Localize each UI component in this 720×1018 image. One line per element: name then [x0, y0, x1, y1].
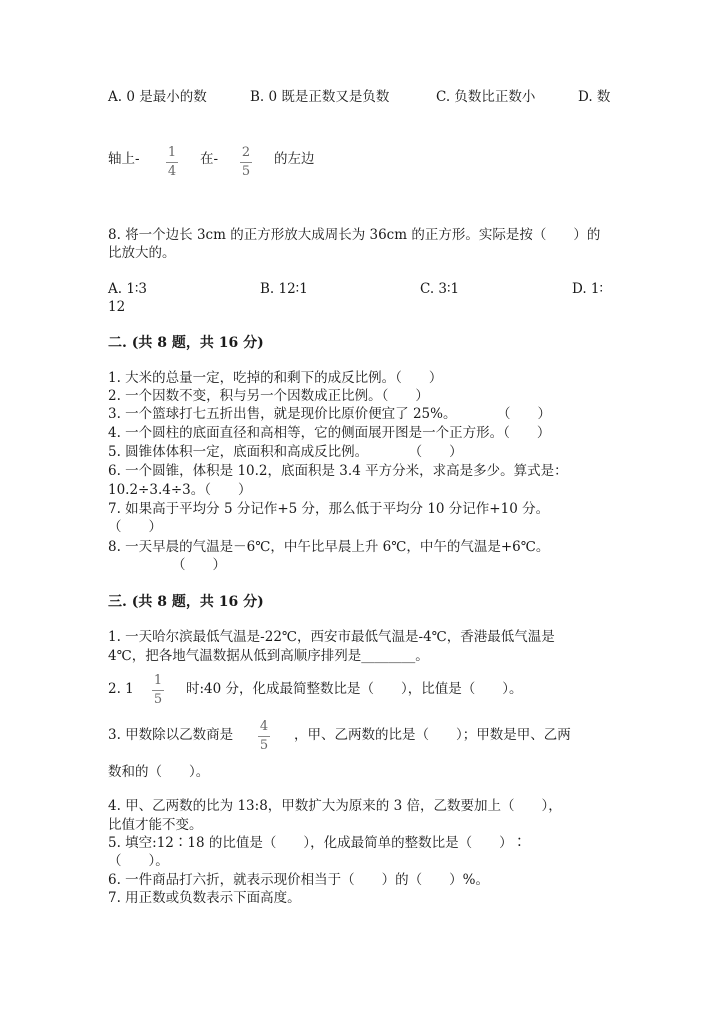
- q7-option-d-cont2: 在-: [200, 151, 219, 167]
- s3-q1-line2: 4℃，把各地气温数据从低到高顺序排列是________。: [108, 648, 429, 664]
- s2-item-7: 7. 如果高于平均分 5 分记作+5 分，那么低于平均分 10 分记作+10 分。: [108, 501, 550, 517]
- q8-option-d: D. 1∶: [572, 281, 604, 297]
- s3-q3-line2: 数和的（ ）。: [108, 764, 210, 780]
- fraction-numerator: 1: [153, 673, 163, 688]
- s3-q4-line1: 4. 甲、乙两数的比为 13:8，甲数扩大为原来的 3 倍，乙数要加上（ ），: [108, 798, 562, 814]
- q8-stem-line1: 8. 将一个边长 3cm 的正方形放大成周长为 36cm 的正方形。实际是按（ ）的: [108, 227, 601, 243]
- q8-option-a: A. 1∶3: [108, 281, 148, 297]
- s3-q6: 6. 一件商品打六折，就表示现价相当于（ ）的（ ）%。: [108, 872, 489, 888]
- fraction-2-5: [240, 146, 252, 179]
- s3-q3-pre: 3. 甲数除以乙数商是: [108, 727, 234, 743]
- q7-option-c: C. 负数比正数小: [436, 89, 536, 105]
- q8-option-b: B. 12∶1: [260, 281, 308, 297]
- s2-item-6: 6. 一个圆锥，体积是 10.2，底面积是 3.4 平方分米，求高是多少。算式是：: [108, 463, 568, 479]
- s3-q7: 7. 用正数或负数表示下面高度。: [108, 890, 301, 906]
- q8-option-d-cont: 12: [108, 299, 126, 315]
- s2-item-5: 5. 圆锥体体积一定，底面积和高成反比例。 （ ）: [108, 444, 463, 460]
- q8-stem-line2: 比放大的。: [108, 245, 176, 261]
- fraction-numerator: 2: [241, 145, 251, 160]
- s2-item-8: 8. 一天早晨的气温是－6℃，中午比早晨上升 6℃，中午的气温是+6℃。: [108, 539, 550, 555]
- section-2-heading: 二. (共 8 题，共 16 分): [108, 335, 264, 351]
- fraction-1-5: [152, 674, 164, 707]
- s2-item-2: 2. 一个因数不变，积与另一个因数成正比例。（ ）: [108, 388, 429, 404]
- fraction-denominator: 5: [241, 164, 251, 179]
- s3-q5-line2: （ ）。: [108, 853, 169, 869]
- fraction-numerator: 1: [167, 145, 177, 160]
- s2-item-4: 4. 一个圆柱的底面直径和高相等，它的侧面展开图是一个正方形。（ ）: [108, 425, 551, 441]
- q7-option-d-cont: 轴上-: [108, 151, 140, 167]
- s3-q4-line2: 比值才能不变。: [108, 817, 203, 833]
- s3-q1-line1: 1. 一天哈尔滨最低气温是-22℃，西安市最低气温是-4℃，香港最低气温是: [108, 629, 555, 645]
- fraction-denominator: 4: [167, 164, 177, 179]
- q7-option-d-cont3: 的左边: [274, 151, 315, 167]
- fraction-bar: [258, 736, 270, 737]
- fraction-denominator: 5: [259, 738, 269, 753]
- q7-option-a: A. 0 是最小的数: [108, 89, 207, 105]
- s2-item-1: 1. 大米的总量一定，吃掉的和剩下的成反比例。（ ）: [108, 370, 443, 386]
- s3-q5-line1: 5. 填空:12∶18 的比值是（ ），化成最简单的整数比是（ ）∶: [108, 835, 527, 851]
- fraction-4-5: [258, 720, 270, 753]
- fraction-denominator: 5: [153, 692, 163, 707]
- s2-item-3: 3. 一个篮球打七五折出售，就是现价比原价便宜了 25%。 （ ）: [108, 406, 551, 422]
- fraction-bar: [166, 162, 178, 163]
- q8-option-c: C. 3∶1: [420, 281, 460, 297]
- fraction-bar: [152, 690, 164, 691]
- fraction-numerator: 4: [259, 719, 269, 734]
- s3-q3-post: ，甲、乙两数的比是（ ）；甲数是甲、乙两: [294, 727, 571, 743]
- s2-item-7-cont: （ ）: [108, 519, 162, 535]
- q7-option-b: B. 0 既是正数又是负数: [250, 89, 390, 105]
- section-3-heading: 三. (共 8 题，共 16 分): [108, 594, 264, 610]
- s3-q2-pre: 2. 1: [108, 681, 134, 697]
- s3-q2-post: 时:40 分，化成最简整数比是（ ），比值是（ ）。: [186, 681, 523, 697]
- s2-item-6-cont: 10.2÷3.4÷3。（ ）: [108, 482, 252, 498]
- fraction-bar: [240, 162, 252, 163]
- q7-option-d: D. 数: [578, 89, 611, 105]
- s2-item-8-cont: （ ）: [172, 557, 226, 573]
- fraction-1-4: [166, 146, 178, 179]
